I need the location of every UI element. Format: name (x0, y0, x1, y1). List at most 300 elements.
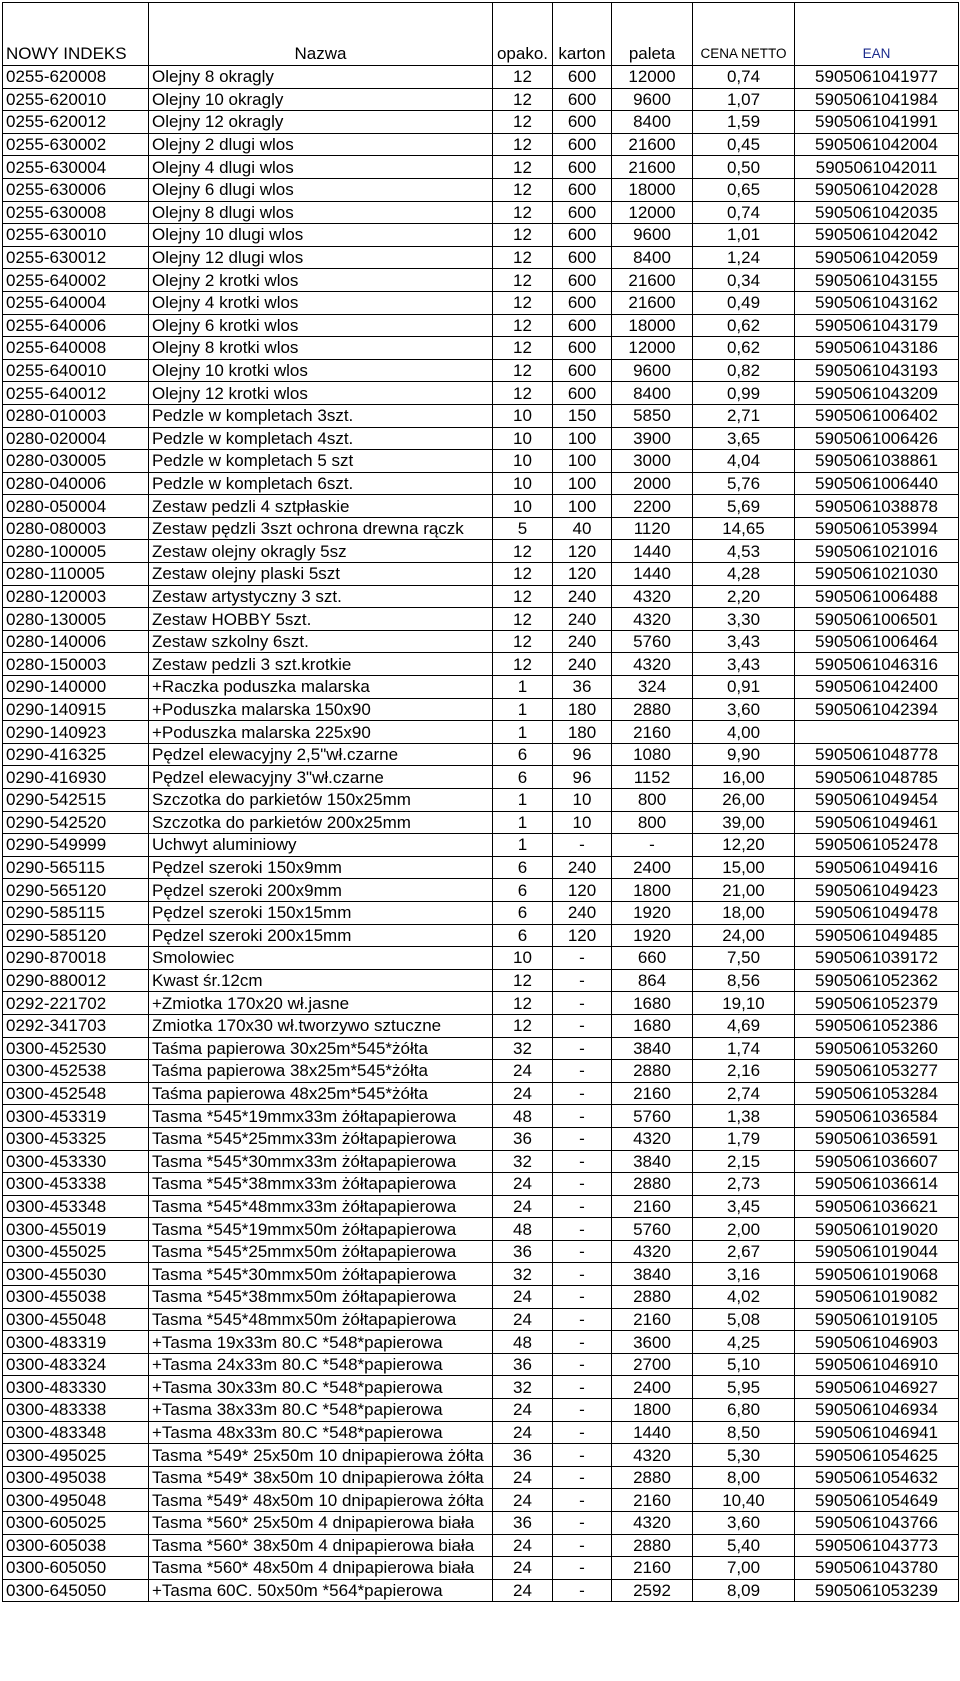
table-row (3, 1082, 959, 1105)
cell-name: Olejny 8 dlugi wlos (149, 201, 493, 224)
cell-opako: 12 (493, 653, 553, 676)
table-row (3, 743, 959, 766)
cell-opako: 24 (493, 1082, 553, 1105)
cell-karton: 120 (553, 563, 612, 586)
cell-index: 0290-870018 (3, 947, 149, 970)
cell-price: 3,30 (693, 608, 795, 631)
table-row (3, 111, 959, 134)
cell-opako: 24 (493, 1421, 553, 1444)
cell-price: 8,56 (693, 969, 795, 992)
header-opako: opako. (493, 3, 553, 66)
cell-opako: 12 (493, 563, 553, 586)
cell-opako: 48 (493, 1331, 553, 1354)
cell-karton: - (553, 1399, 612, 1422)
cell-karton: - (553, 1150, 612, 1173)
cell-opako: 10 (493, 450, 553, 473)
cell-karton: 240 (553, 585, 612, 608)
cell-karton: 600 (553, 88, 612, 111)
cell-index: 0290-585115 (3, 901, 149, 924)
cell-karton: - (553, 1579, 612, 1602)
table-row (3, 1399, 959, 1422)
cell-price: 7,50 (693, 947, 795, 970)
cell-karton: - (553, 969, 612, 992)
table-row (3, 811, 959, 834)
table-row (3, 1037, 959, 1060)
cell-index: 0280-150003 (3, 653, 149, 676)
cell-name: Tasma *545*30mmx50m żółtapapierowa (149, 1263, 493, 1286)
cell-karton: 600 (553, 314, 612, 337)
cell-opako: 36 (493, 1240, 553, 1263)
cell-ean: 5905061054632 (795, 1466, 959, 1489)
cell-ean (795, 721, 959, 744)
cell-paleta: 3900 (612, 427, 693, 450)
cell-karton: 600 (553, 382, 612, 405)
cell-price: 2,71 (693, 404, 795, 427)
cell-price: 3,43 (693, 630, 795, 653)
table-row (3, 1512, 959, 1535)
cell-karton: 120 (553, 879, 612, 902)
cell-opako: 32 (493, 1037, 553, 1060)
table-row (3, 653, 959, 676)
cell-index: 0290-565120 (3, 879, 149, 902)
cell-paleta: 324 (612, 676, 693, 699)
cell-price: 7,00 (693, 1557, 795, 1580)
cell-ean: 5905061054649 (795, 1489, 959, 1512)
cell-ean: 5905061049423 (795, 879, 959, 902)
cell-index: 0300-495048 (3, 1489, 149, 1512)
cell-price: 0,74 (693, 201, 795, 224)
cell-ean: 5905061042035 (795, 201, 959, 224)
table-row (3, 269, 959, 292)
cell-index: 0300-453325 (3, 1127, 149, 1150)
cell-karton: - (553, 1444, 612, 1467)
cell-price: 4,53 (693, 540, 795, 563)
cell-price: 9,90 (693, 743, 795, 766)
cell-opako: 24 (493, 1579, 553, 1602)
cell-ean: 5905061021016 (795, 540, 959, 563)
cell-paleta: 8400 (612, 382, 693, 405)
cell-ean: 5905061036607 (795, 1150, 959, 1173)
cell-karton: - (553, 1105, 612, 1128)
table-row (3, 1150, 959, 1173)
cell-paleta: 8400 (612, 111, 693, 134)
cell-ean: 5905061049485 (795, 924, 959, 947)
table-row (3, 88, 959, 111)
table-row (3, 337, 959, 360)
cell-ean: 5905061046316 (795, 653, 959, 676)
table-row (3, 563, 959, 586)
cell-index: 0290-542515 (3, 789, 149, 812)
cell-price: 2,15 (693, 1150, 795, 1173)
cell-price: 0,99 (693, 382, 795, 405)
cell-karton: - (553, 947, 612, 970)
cell-paleta: 2880 (612, 1060, 693, 1083)
cell-index: 0300-452538 (3, 1060, 149, 1083)
cell-index: 0300-483324 (3, 1353, 149, 1376)
cell-opako: 12 (493, 66, 553, 89)
cell-name: Pędzel elewacyjny 2,5"wł.czarne (149, 743, 493, 766)
cell-name: Pędzel szeroki 200x15mm (149, 924, 493, 947)
cell-paleta: 800 (612, 811, 693, 834)
cell-karton: 120 (553, 924, 612, 947)
cell-name: Olejny 6 dlugi wlos (149, 178, 493, 201)
table-row (3, 992, 959, 1015)
cell-opako: 12 (493, 992, 553, 1015)
cell-karton: 240 (553, 653, 612, 676)
cell-index: 0290-140915 (3, 698, 149, 721)
cell-paleta: 1920 (612, 924, 693, 947)
cell-price: 8,00 (693, 1466, 795, 1489)
cell-opako: 36 (493, 1353, 553, 1376)
cell-name: Tasma *545*25mmx50m żółtapapierowa (149, 1240, 493, 1263)
cell-price: 1,01 (693, 224, 795, 247)
cell-paleta: 4320 (612, 1512, 693, 1535)
cell-karton: - (553, 1534, 612, 1557)
table-row (3, 314, 959, 337)
cell-name: Olejny 10 krotki wlos (149, 359, 493, 382)
cell-index: 0300-452530 (3, 1037, 149, 1060)
cell-karton: 180 (553, 721, 612, 744)
cell-karton: - (553, 1421, 612, 1444)
cell-name: Olejny 12 krotki wlos (149, 382, 493, 405)
cell-ean: 5905061036614 (795, 1173, 959, 1196)
cell-opako: 36 (493, 1127, 553, 1150)
cell-name: Olejny 2 dlugi wlos (149, 133, 493, 156)
table-row (3, 450, 959, 473)
cell-paleta: 2160 (612, 1082, 693, 1105)
cell-paleta: 2160 (612, 1308, 693, 1331)
cell-paleta: 2160 (612, 721, 693, 744)
cell-opako: 1 (493, 834, 553, 857)
cell-price: 0,74 (693, 66, 795, 89)
table-row (3, 201, 959, 224)
cell-karton: - (553, 1376, 612, 1399)
table-row (3, 1263, 959, 1286)
cell-karton: - (553, 1353, 612, 1376)
cell-index: 0280-010003 (3, 404, 149, 427)
cell-price: 5,30 (693, 1444, 795, 1467)
cell-index: 0255-620008 (3, 66, 149, 89)
cell-price: 4,02 (693, 1286, 795, 1309)
cell-price: 2,67 (693, 1240, 795, 1263)
cell-paleta: 2880 (612, 1173, 693, 1196)
cell-paleta: 21600 (612, 156, 693, 179)
cell-ean: 5905061006488 (795, 585, 959, 608)
cell-price: 0,65 (693, 178, 795, 201)
cell-name: Tasma *560* 48x50m 4 dnipapierowa biała (149, 1557, 493, 1580)
cell-index: 0300-605025 (3, 1512, 149, 1535)
cell-price: 5,95 (693, 1376, 795, 1399)
cell-ean: 5905061036591 (795, 1127, 959, 1150)
cell-paleta: 4320 (612, 1444, 693, 1467)
cell-paleta: 1440 (612, 563, 693, 586)
cell-opako: 10 (493, 427, 553, 450)
cell-price: 10,40 (693, 1489, 795, 1512)
cell-ean: 5905061043773 (795, 1534, 959, 1557)
cell-ean: 5905061043186 (795, 337, 959, 360)
cell-ean: 5905061052362 (795, 969, 959, 992)
cell-paleta: 2592 (612, 1579, 693, 1602)
cell-opako: 12 (493, 246, 553, 269)
cell-paleta: 2880 (612, 698, 693, 721)
cell-opako: 48 (493, 1105, 553, 1128)
cell-index: 0255-630002 (3, 133, 149, 156)
cell-index: 0290-416325 (3, 743, 149, 766)
cell-ean: 5905061041977 (795, 66, 959, 89)
table-row (3, 834, 959, 857)
cell-price: 21,00 (693, 879, 795, 902)
header-ean: EAN (795, 3, 959, 66)
cell-paleta: 4320 (612, 653, 693, 676)
cell-price: 0,62 (693, 337, 795, 360)
cell-karton: 10 (553, 811, 612, 834)
cell-paleta: 4320 (612, 608, 693, 631)
cell-index: 0255-630006 (3, 178, 149, 201)
cell-paleta: 1120 (612, 517, 693, 540)
cell-karton: 600 (553, 359, 612, 382)
cell-paleta: - (612, 834, 693, 857)
cell-price: 8,09 (693, 1579, 795, 1602)
cell-ean: 5905061048785 (795, 766, 959, 789)
cell-karton: - (553, 1240, 612, 1263)
cell-ean: 5905061019044 (795, 1240, 959, 1263)
cell-opako: 12 (493, 630, 553, 653)
cell-paleta: 3000 (612, 450, 693, 473)
cell-price: 4,04 (693, 450, 795, 473)
cell-karton: 600 (553, 156, 612, 179)
cell-price: 0,49 (693, 291, 795, 314)
cell-opako: 24 (493, 1286, 553, 1309)
cell-paleta: 18000 (612, 178, 693, 201)
cell-opako: 12 (493, 224, 553, 247)
cell-paleta: 21600 (612, 269, 693, 292)
cell-opako: 12 (493, 156, 553, 179)
cell-paleta: 9600 (612, 359, 693, 382)
cell-price: 8,50 (693, 1421, 795, 1444)
cell-name: Tasma *549* 48x50m 10 dnipapierowa żółta (149, 1489, 493, 1512)
cell-karton: - (553, 1466, 612, 1489)
cell-index: 0280-040006 (3, 472, 149, 495)
cell-karton: - (553, 1014, 612, 1037)
cell-karton: 600 (553, 246, 612, 269)
cell-opako: 12 (493, 382, 553, 405)
cell-price: 2,20 (693, 585, 795, 608)
cell-index: 0280-110005 (3, 563, 149, 586)
cell-index: 0300-605050 (3, 1557, 149, 1580)
cell-paleta: 1920 (612, 901, 693, 924)
cell-index: 0300-455025 (3, 1240, 149, 1263)
cell-name: Olejny 6 krotki wlos (149, 314, 493, 337)
cell-index: 0255-640004 (3, 291, 149, 314)
cell-ean: 5905061041984 (795, 88, 959, 111)
cell-paleta: 2400 (612, 856, 693, 879)
cell-ean: 5905061046934 (795, 1399, 959, 1422)
cell-index: 0300-455048 (3, 1308, 149, 1331)
cell-paleta: 1152 (612, 766, 693, 789)
cell-karton: - (553, 1331, 612, 1354)
cell-opako: 36 (493, 1444, 553, 1467)
cell-karton: 120 (553, 540, 612, 563)
cell-index: 0300-645050 (3, 1579, 149, 1602)
cell-karton: - (553, 834, 612, 857)
cell-opako: 10 (493, 495, 553, 518)
cell-price: 39,00 (693, 811, 795, 834)
cell-karton: 600 (553, 201, 612, 224)
table-row (3, 1218, 959, 1241)
cell-ean: 5905061038878 (795, 495, 959, 518)
cell-name: Zestaw pędzli 3szt ochrona drewna rączk (149, 517, 493, 540)
cell-karton: 600 (553, 111, 612, 134)
table-row (3, 1173, 959, 1196)
cell-name: Olejny 4 dlugi wlos (149, 156, 493, 179)
cell-name: Tasma *545*25mmx33m żółtapapierowa (149, 1127, 493, 1150)
cell-paleta: 1800 (612, 879, 693, 902)
cell-name: +Tasma 38x33m 80.C *548*papierowa (149, 1399, 493, 1422)
cell-ean: 5905061043209 (795, 382, 959, 405)
cell-index: 0290-140000 (3, 676, 149, 699)
cell-opako: 24 (493, 1308, 553, 1331)
table-row (3, 1105, 959, 1128)
cell-ean: 5905061039172 (795, 947, 959, 970)
cell-paleta: 2200 (612, 495, 693, 518)
cell-name: Zestaw olejny okragly 5sz (149, 540, 493, 563)
cell-price: 3,65 (693, 427, 795, 450)
cell-paleta: 2160 (612, 1557, 693, 1580)
cell-price: 4,00 (693, 721, 795, 744)
cell-price: 5,69 (693, 495, 795, 518)
cell-paleta: 9600 (612, 88, 693, 111)
cell-name: Olejny 10 okragly (149, 88, 493, 111)
cell-paleta: 5760 (612, 630, 693, 653)
cell-index: 0290-542520 (3, 811, 149, 834)
cell-opako: 12 (493, 314, 553, 337)
cell-index: 0300-453319 (3, 1105, 149, 1128)
cell-name: Pędzel szeroki 150x15mm (149, 901, 493, 924)
cell-karton: 240 (553, 630, 612, 653)
cell-name: +Zmiotka 170x20 wł.jasne (149, 992, 493, 1015)
cell-ean: 5905061052386 (795, 1014, 959, 1037)
cell-price: 3,45 (693, 1195, 795, 1218)
cell-karton: 600 (553, 66, 612, 89)
cell-paleta: 1680 (612, 992, 693, 1015)
cell-name: Zestaw artystyczny 3 szt. (149, 585, 493, 608)
cell-paleta: 2000 (612, 472, 693, 495)
table-row (3, 495, 959, 518)
cell-opako: 1 (493, 721, 553, 744)
cell-name: Szczotka do parkietów 200x25mm (149, 811, 493, 834)
cell-price: 0,82 (693, 359, 795, 382)
cell-karton: 240 (553, 901, 612, 924)
cell-index: 0255-630010 (3, 224, 149, 247)
table-row (3, 1331, 959, 1354)
cell-price: 1,24 (693, 246, 795, 269)
cell-name: Zestaw olejny plaski 5szt (149, 563, 493, 586)
cell-name: +Tasma 60C. 50x50m *564*papierowa (149, 1579, 493, 1602)
table-row (3, 404, 959, 427)
cell-opako: 32 (493, 1150, 553, 1173)
cell-index: 0280-030005 (3, 450, 149, 473)
cell-opako: 10 (493, 472, 553, 495)
cell-ean: 5905061043766 (795, 1512, 959, 1535)
cell-opako: 10 (493, 404, 553, 427)
cell-paleta: 1440 (612, 540, 693, 563)
cell-price: 4,69 (693, 1014, 795, 1037)
cell-ean: 5905061042011 (795, 156, 959, 179)
cell-price: 4,25 (693, 1331, 795, 1354)
cell-opako: 12 (493, 1014, 553, 1037)
cell-paleta: 2160 (612, 1489, 693, 1512)
cell-karton: - (553, 1037, 612, 1060)
cell-index: 0290-416930 (3, 766, 149, 789)
cell-karton: - (553, 1218, 612, 1241)
cell-price: 0,45 (693, 133, 795, 156)
cell-ean: 5905061046941 (795, 1421, 959, 1444)
cell-ean: 5905061046903 (795, 1331, 959, 1354)
cell-price: 1,59 (693, 111, 795, 134)
table-row (3, 246, 959, 269)
cell-index: 0280-080003 (3, 517, 149, 540)
cell-price: 2,16 (693, 1060, 795, 1083)
cell-opako: 6 (493, 856, 553, 879)
cell-ean: 5905061043193 (795, 359, 959, 382)
cell-karton: 100 (553, 450, 612, 473)
cell-index: 0300-455019 (3, 1218, 149, 1241)
cell-name: +Tasma 48x33m 80.C *548*papierowa (149, 1421, 493, 1444)
table-body (3, 66, 959, 1602)
cell-opako: 24 (493, 1060, 553, 1083)
cell-opako: 32 (493, 1376, 553, 1399)
cell-ean: 5905061043162 (795, 291, 959, 314)
cell-opako: 48 (493, 1218, 553, 1241)
cell-opako: 12 (493, 111, 553, 134)
cell-index: 0300-483338 (3, 1399, 149, 1422)
table-row (3, 721, 959, 744)
table-row (3, 608, 959, 631)
cell-opako: 12 (493, 291, 553, 314)
cell-price: 26,00 (693, 789, 795, 812)
cell-opako: 5 (493, 517, 553, 540)
cell-ean: 5905061052478 (795, 834, 959, 857)
cell-price: 3,16 (693, 1263, 795, 1286)
cell-index: 0300-455030 (3, 1263, 149, 1286)
cell-ean: 5905061048778 (795, 743, 959, 766)
cell-paleta: 660 (612, 947, 693, 970)
cell-paleta: 1440 (612, 1421, 693, 1444)
table-row (3, 901, 959, 924)
cell-ean: 5905061036621 (795, 1195, 959, 1218)
cell-paleta: 3600 (612, 1331, 693, 1354)
cell-opako: 24 (493, 1466, 553, 1489)
cell-ean: 5905061006426 (795, 427, 959, 450)
cell-index: 0255-630004 (3, 156, 149, 179)
cell-karton: 600 (553, 178, 612, 201)
cell-ean: 5905061006402 (795, 404, 959, 427)
table-row (3, 224, 959, 247)
table-row (3, 1376, 959, 1399)
table-row (3, 1353, 959, 1376)
cell-price: 3,43 (693, 653, 795, 676)
cell-karton: - (553, 1489, 612, 1512)
cell-ean: 5905061046910 (795, 1353, 959, 1376)
cell-price: 4,28 (693, 563, 795, 586)
cell-name: Tasma *545*19mmx50m żółtapapierowa (149, 1218, 493, 1241)
cell-price: 1,07 (693, 88, 795, 111)
cell-index: 0290-140923 (3, 721, 149, 744)
table-row (3, 766, 959, 789)
cell-paleta: 21600 (612, 133, 693, 156)
cell-index: 0290-549999 (3, 834, 149, 857)
cell-name: +Poduszka malarska 150x90 (149, 698, 493, 721)
